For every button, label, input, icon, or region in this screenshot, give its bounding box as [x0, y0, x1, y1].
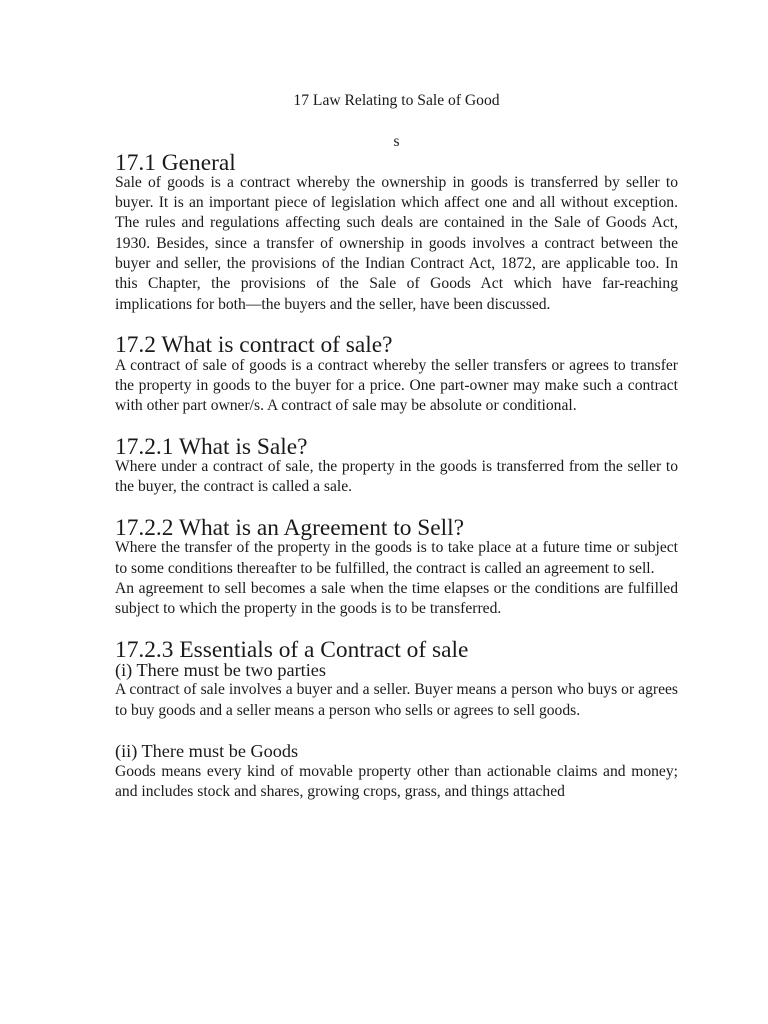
section-17-2-paragraph: A contract of sale of goods is a contract whereby the seller transfers or agrees to transfer the property in goods to the buyer for a price. One part-owner may make such a contract with other part owner/s. A contract of sale may be absolute or conditional. — [115, 356, 678, 415]
section-heading-17-2-1: 17.2.1 What is Sale? — [115, 433, 308, 460]
section-heading-17-2: 17.2 What is contract of sale? — [115, 332, 393, 359]
section-17-2-2-paragraph-2: An agreement to sell becomes a sale when the time elapses or the conditions are fulfilled subject to which the property in the goods is to be transferred. — [115, 579, 678, 618]
section-17-2-1-paragraph: Where under a contract of sale, the property in the goods is transferred from the seller to the buyer, the contract is called a sale. — [115, 458, 678, 496]
document-title-wrap: s — [393, 133, 400, 151]
section-17-1-paragraph: Sale of goods is a contract whereby the ownership in goods is transferred by seller to buyer. It is an important piece of legislation which affect one and all without exception. The rules and regulations affecting such deals are contained in the Sale of Goods Act, 1930. Besides, since a transfer of ownership in goods involves a contract between the buyer and seller, the provisions of the Indian Contract Act, 1872, are applicable too. In this Chapter, the provisions of the Sale of Goods Act which have far-reaching implications for both—the buyers and the seller, have been discussed. — [115, 173, 678, 313]
document-page — [115, 91, 678, 802]
section-17-2-2-paragraph-1: Where the transfer of the property in the goods is to take place at a future time or subject to some conditions thereafter to be fulfilled, the contract is called an agreement to sell. — [115, 539, 678, 577]
section-heading-17-2-3: 17.2.3 Essentials of a Contract of sale — [115, 636, 469, 663]
two-parties-paragraph: A contract of sale involves a buyer and a seller. Buyer means a person who buys or agrees to buy goods and a seller means a person who sells or agrees to sell goods. — [115, 681, 678, 719]
goods-paragraph: Goods means every kind of movable property other than actionable claims and money; and includes stock and shares, growing crops, grass, and things attached — [115, 762, 678, 800]
subheading-two-parties: (i) There must be two parties — [115, 660, 326, 681]
section-heading-17-2-2: 17.2.2 What is an Agreement to Sell? — [115, 514, 465, 541]
document-title: 17 Law Relating to Sale of Good — [293, 92, 500, 109]
subheading-goods: (ii) There must be Goods — [115, 741, 299, 762]
section-heading-17-1: 17.1 General — [115, 149, 236, 176]
